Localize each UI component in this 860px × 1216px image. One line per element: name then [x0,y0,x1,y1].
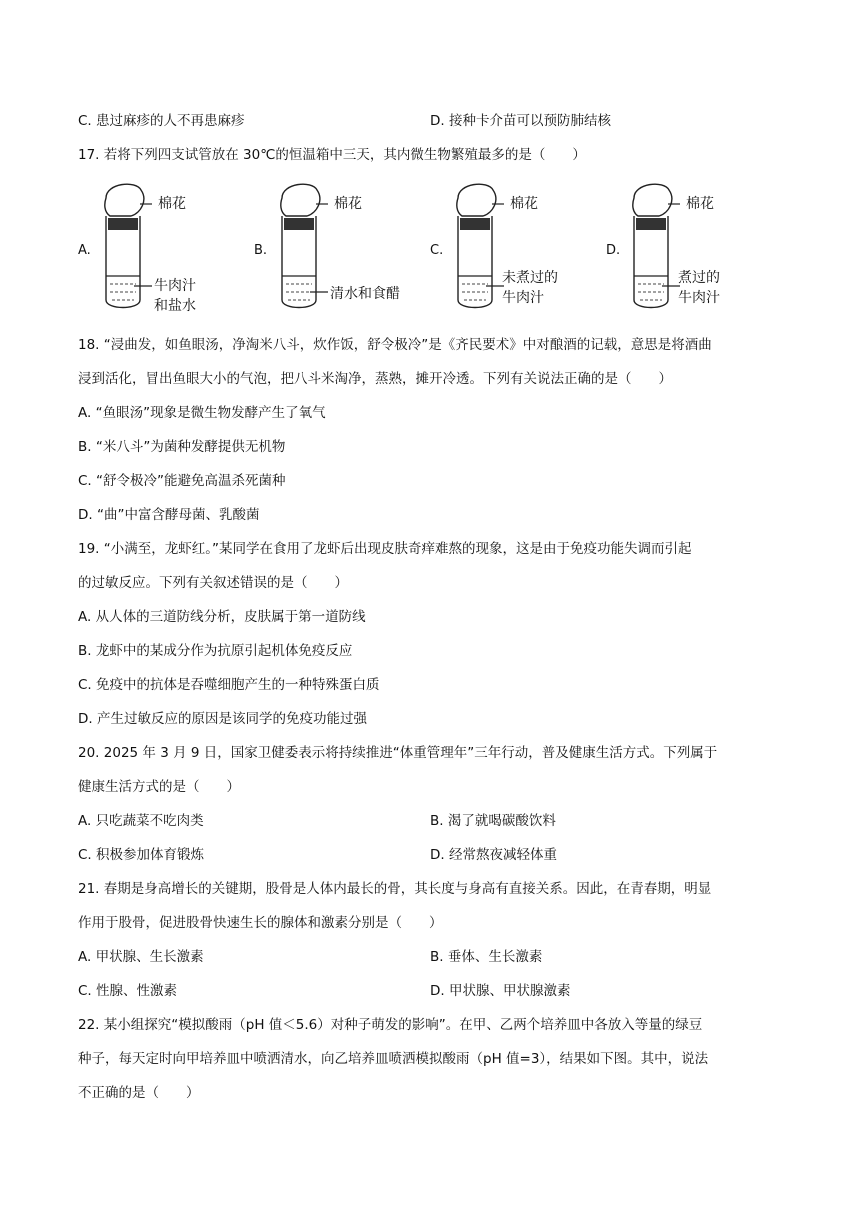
tube-option-d [606,178,786,318]
q18-option-d: D. “曲”中富含酵母菌、乳酸菌 [78,507,260,523]
q21-option-b: B. 垂体、生长激素 [430,949,543,965]
q22-stem-line-1: 22. 某小组探究“模拟酸雨（pH 值＜5.6）对种子萌发的影响”。在甲、乙两个培养皿中各放入等量的绿豆 [78,1017,703,1033]
cotton-label: 棉花 [510,196,538,212]
liquid-label-1: 清水和食醋 [330,286,400,302]
q19-option-a: A. 从人体的三道防线分析，皮肤属于第一道防线 [78,609,366,625]
liquid-label-1: 未煮过的 [502,270,558,286]
q20-option-b: B. 渴了就喝碳酸饮料 [430,813,556,829]
q19-option-b: B. 龙虾中的某成分作为抗原引起机体免疫反应 [78,643,353,659]
q18-option-b: B. “米八斗”为菌种发酵提供无机物 [78,439,286,455]
option-letter: C. [430,243,444,258]
q17-stem: 17. 若将下列四支试管放在 30℃的恒温箱中三天，其内微生物繁殖最多的是（ ） [78,147,586,163]
q20-stem-line-1: 20. 2025 年 3 月 9 日，国家卫健委表示将持续推进“体重管理年”三年行动，普及健康生活方式。下列属于 [78,745,718,761]
q19-stem-line-2: 的过敏反应。下列有关叙述错误的是（ ） [78,575,348,591]
q19-option-d: D. 产生过敏反应的原因是该同学的免疫功能过强 [78,711,367,727]
liquid-label-2: 牛肉汁 [678,290,720,306]
cotton-label: 棉花 [334,196,362,212]
q18-option-c: C. “舒令极冷”能避免高温杀死菌种 [78,473,286,489]
q21-option-d: D. 甲状腺、甲状腺激素 [430,983,571,999]
q20-stem-line-2: 健康生活方式的是（ ） [78,779,240,795]
q20-option-a: A. 只吃蔬菜不吃肉类 [78,813,204,829]
q19-option-c: C. 免疫中的抗体是吞噬细胞产生的一种特殊蛋白质 [78,677,380,693]
q18-option-a: A. “鱼眼汤”现象是微生物发酵产生了氧气 [78,405,326,421]
liquid-label-1: 煮过的 [678,270,720,286]
q18-stem-line-2: 浸到活化，冒出鱼眼大小的气泡，把八斗米淘净，蒸熟，摊开冷透。下列有关说法正确的是（ ） [78,371,672,387]
cotton-label: 棉花 [158,196,186,212]
test-tube-icon [624,178,684,318]
q21-stem-line-1: 21. 春期是身高增长的关键期，股骨是人体内最长的骨，其长度与身高有直接关系。因此，在青春期，明显 [78,881,712,897]
q21-option-a: A. 甲状腺、生长激素 [78,949,204,965]
tube-option-c [430,178,610,318]
q21-stem-line-2: 作用于股骨，促进股骨快速生长的腺体和激素分别是（ ） [78,915,443,931]
option-letter: D. [606,243,621,258]
q20-option-d: D. 经常熬夜减轻体重 [430,847,557,863]
liquid-label-2: 和盐水 [154,298,196,314]
q19-stem-line-1: 19. “小满至，龙虾红。”某同学在食用了龙虾后出现皮肤奇痒难熬的现象，这是由于免疫功能失调而引起 [78,541,692,557]
cotton-label: 棉花 [686,196,714,212]
test-tube-icon [96,178,156,318]
option-letter: A. [78,243,91,258]
liquid-label-2: 牛肉汁 [502,290,544,306]
tube-option-a [78,178,258,318]
liquid-label-1: 牛肉汁 [154,278,196,294]
q21-option-c: C. 性腺、性激素 [78,983,178,999]
test-tube-icon [272,178,332,318]
tube-option-b [254,178,434,318]
q20-option-c: C. 积极参加体育锻炼 [78,847,205,863]
q18-stem-line-1: 18. “浸曲发，如鱼眼汤，净淘米八斗，炊作饭，舒令极冷”是《齐民要术》中对酿酒的记载，意思是将酒曲 [78,337,712,353]
q16-option-c: C. 患过麻疹的人不再患麻疹 [78,113,245,129]
option-letter: B. [254,243,268,258]
q22-stem-line-2: 种子，每天定时向甲培养皿中喷洒清水，向乙培养皿喷洒模拟酸雨（pH 值=3），结果如下图。其中，说法 [78,1051,709,1067]
q22-stem-line-3: 不正确的是（ ） [78,1085,200,1101]
test-tube-icon [448,178,508,318]
q16-option-d: D. 接种卡介苗可以预防肺结核 [430,113,611,129]
